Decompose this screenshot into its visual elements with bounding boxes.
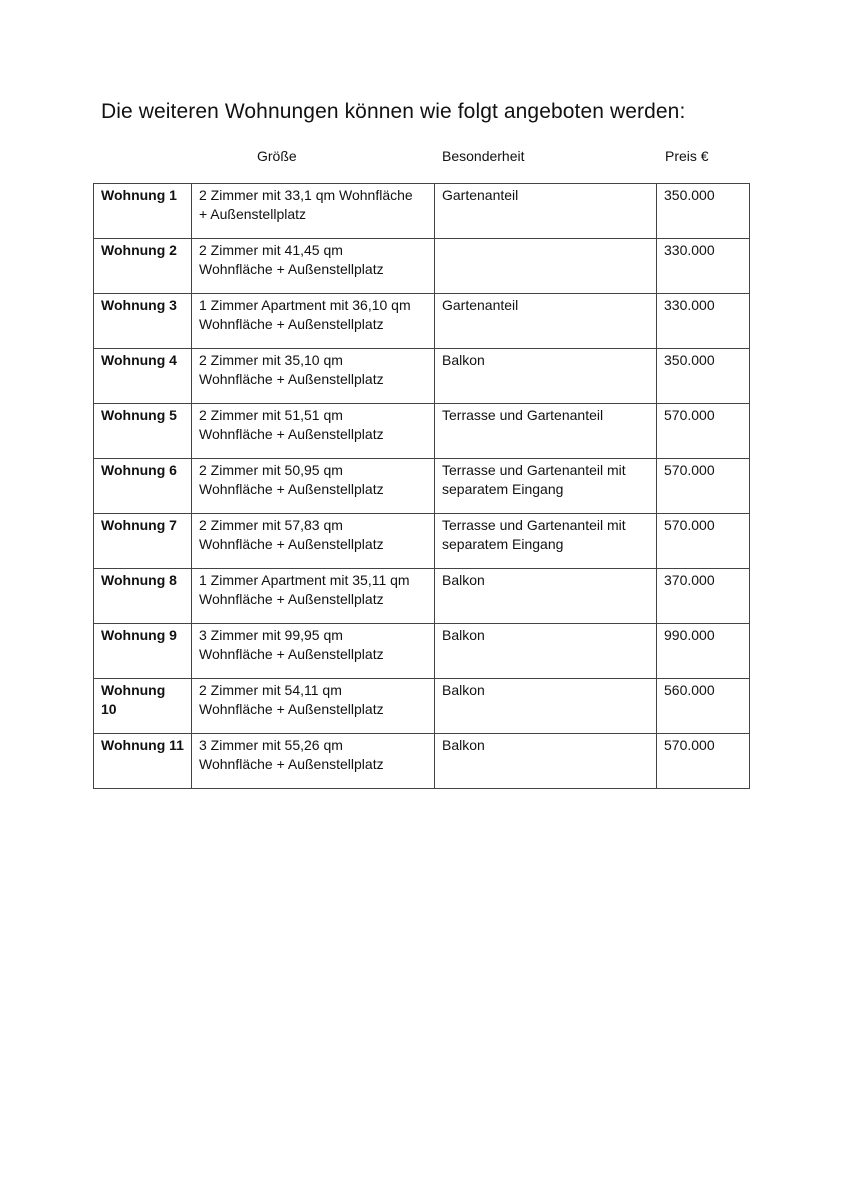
apartment-size xyxy=(192,239,435,294)
apartment-size xyxy=(192,459,435,514)
apartment-feature: Terrasse und Gartenanteil mit separatem Eingang xyxy=(435,459,657,514)
apartment-feature: Balkon xyxy=(435,679,657,734)
size-line: Wohnfläche + Außenstellplatz xyxy=(199,536,384,552)
apartment-price: 990.000 xyxy=(657,624,750,679)
apartment-name: Wohnung 10 xyxy=(94,679,192,734)
apartment-size xyxy=(192,514,435,569)
apartment-feature: Balkon xyxy=(435,349,657,404)
apartment-feature: Balkon xyxy=(435,734,657,789)
apartment-feature: Terrasse und Gartenanteil mit separatem Eingang xyxy=(435,514,657,569)
size-line: Wohnfläche + Außenstellplatz xyxy=(199,426,384,442)
apartment-size xyxy=(192,624,435,679)
apartment-price: 570.000 xyxy=(657,514,750,569)
apartment-name: Wohnung 9 xyxy=(94,624,192,679)
column-header-price: Preis € xyxy=(665,148,709,164)
size-line: 2 Zimmer mit 35,10 qm xyxy=(199,352,343,368)
table-row xyxy=(94,349,750,404)
apartment-name: Wohnung 2 xyxy=(94,239,192,294)
column-headers xyxy=(0,148,848,168)
size-line: 2 Zimmer mit 51,51 qm xyxy=(199,407,343,423)
size-line: Wohnfläche + Außenstellplatz xyxy=(199,261,384,277)
apartment-name: Wohnung 11 xyxy=(94,734,192,789)
apartment-price: 570.000 xyxy=(657,404,750,459)
apartment-price: 560.000 xyxy=(657,679,750,734)
table-row xyxy=(94,239,750,294)
size-line: 3 Zimmer mit 99,95 qm xyxy=(199,627,343,643)
column-header-size: Größe xyxy=(257,148,297,164)
apartment-price: 570.000 xyxy=(657,734,750,789)
apartment-table xyxy=(93,183,750,789)
size-line: 2 Zimmer mit 33,1 qm Wohnfläche xyxy=(199,187,413,203)
apartment-name: Wohnung 8 xyxy=(94,569,192,624)
size-line: 1 Zimmer Apartment mit 36,10 qm xyxy=(199,297,411,313)
apartment-size xyxy=(192,404,435,459)
apartment-feature: Gartenanteil xyxy=(435,294,657,349)
size-line: + Außenstellplatz xyxy=(199,206,307,222)
apartment-size xyxy=(192,184,435,239)
table-row xyxy=(94,294,750,349)
size-line: Wohnfläche + Außenstellplatz xyxy=(199,591,384,607)
table-row xyxy=(94,184,750,239)
table-row xyxy=(94,734,750,789)
size-line: Wohnfläche + Außenstellplatz xyxy=(199,646,384,662)
table-row xyxy=(94,624,750,679)
page-title: Die weiteren Wohnungen können wie folgt angeboten werden: xyxy=(101,100,686,123)
apartment-feature: Balkon xyxy=(435,569,657,624)
apartment-size xyxy=(192,734,435,789)
table-row xyxy=(94,459,750,514)
table-row xyxy=(94,404,750,459)
apartment-name: Wohnung 1 xyxy=(94,184,192,239)
apartment-feature: Gartenanteil xyxy=(435,184,657,239)
apartment-size xyxy=(192,349,435,404)
size-line: Wohnfläche + Außenstellplatz xyxy=(199,371,384,387)
apartment-feature xyxy=(435,239,657,294)
apartment-feature: Terrasse und Gartenanteil xyxy=(435,404,657,459)
apartment-size xyxy=(192,294,435,349)
apartment-price: 370.000 xyxy=(657,569,750,624)
table-row xyxy=(94,679,750,734)
size-line: 1 Zimmer Apartment mit 35,11 qm xyxy=(199,572,410,588)
apartment-price: 350.000 xyxy=(657,349,750,404)
apartment-name: Wohnung 4 xyxy=(94,349,192,404)
size-line: 3 Zimmer mit 55,26 qm xyxy=(199,737,343,753)
apartment-size xyxy=(192,679,435,734)
apartment-price: 330.000 xyxy=(657,294,750,349)
table-row xyxy=(94,569,750,624)
size-line: 2 Zimmer mit 54,11 qm xyxy=(199,682,342,698)
apartment-name: Wohnung 5 xyxy=(94,404,192,459)
size-line: Wohnfläche + Außenstellplatz xyxy=(199,701,384,717)
column-header-feature: Besonderheit xyxy=(442,148,525,164)
apartment-price: 350.000 xyxy=(657,184,750,239)
size-line: 2 Zimmer mit 41,45 qm xyxy=(199,242,343,258)
apartment-price: 570.000 xyxy=(657,459,750,514)
size-line: Wohnfläche + Außenstellplatz xyxy=(199,316,384,332)
apartment-price: 330.000 xyxy=(657,239,750,294)
apartment-name: Wohnung 6 xyxy=(94,459,192,514)
size-line: Wohnfläche + Außenstellplatz xyxy=(199,756,384,772)
apartment-name: Wohnung 7 xyxy=(94,514,192,569)
apartment-feature: Balkon xyxy=(435,624,657,679)
apartment-name: Wohnung 3 xyxy=(94,294,192,349)
size-line: 2 Zimmer mit 50,95 qm xyxy=(199,462,343,478)
apartment-size xyxy=(192,569,435,624)
size-line: 2 Zimmer mit 57,83 qm xyxy=(199,517,343,533)
table-row xyxy=(94,514,750,569)
size-line: Wohnfläche + Außenstellplatz xyxy=(199,481,384,497)
